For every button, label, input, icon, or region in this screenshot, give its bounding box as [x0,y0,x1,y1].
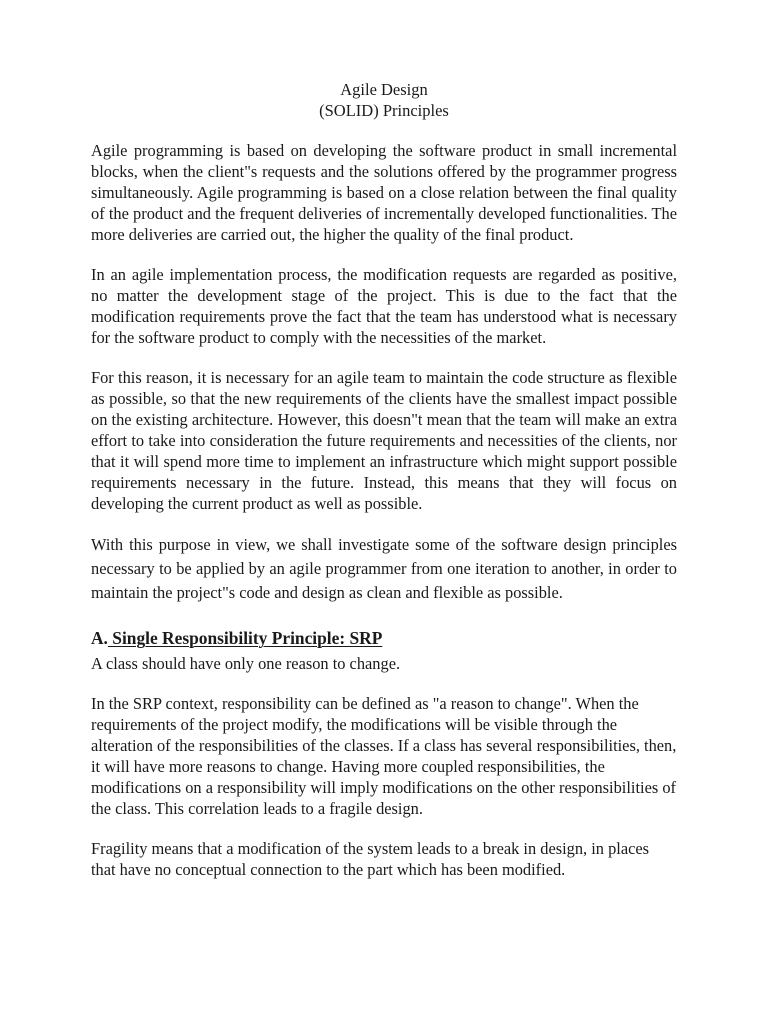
title-line-1: Agile Design [340,80,428,99]
section-subtitle: A class should have only one reason to change. [91,654,401,673]
document-title [91,79,677,121]
section-title: Single Responsibility Principle: SRP [107,628,383,648]
paragraph-modification-requests: In an agile implementation process, the modification requests are regarded as positive, no matter the development stage of the project. This is due to the fact that the modification requirements prove the fact that the team has understood what is necessary for the software product to comply with the necessities of the market. [91,265,677,347]
section-heading-srp [91,627,677,649]
section-prefix: A. [91,628,108,648]
document-page [91,79,677,880]
paragraph-flexible-structure: For this reason, it is necessary for an agile team to maintain the code structure as flexible as possible, so that the new requirements of the clients have the smallest impact possible on the existing architecture. However, this doesn"t mean that the team will make an extra effort to take into consideration the future requirements and necessities of the clients, nor that it will spend more time to implement an infrastructure which might support possible requirements necessary in the future. Instead, this means that they will focus on developing the current product as well as possible. [91,368,677,513]
paragraph-srp-context: In the SRP context, responsibility can be defined as "a reason to change". When the requirements of the project modify, the modifications will be visible through the alteration of the responsibilities of the classes. If a class has several responsibilities, then, it will have more reasons to change. Having more coupled responsibilities, the modifications on a responsibility will imply modifications on the other responsibilities of the class. This correlation leads to a fragile design. [91,694,677,818]
paragraph-fragility: Fragility means that a modification of the system leads to a break in design, in places that have no conceptual connection to the part which has been modified. [91,839,650,879]
paragraph-intro: Agile programming is based on developing the software product in small incremental blocks, when the client"s requests and the solutions offered by the programmer progress simultaneously. Agile programming is based on a close relation between the final quality of the product and the frequent deliveries of incrementally developed functionalities. The more deliveries are carried out, the higher the quality of the final product. [91,141,677,244]
paragraph-purpose: With this purpose in view, we shall investigate some of the software design principles necessary to be applied by an agile programmer from one iteration to another, in order to maintain the project"s code and design as clean and flexible as possible. [91,535,677,602]
title-line-2: (SOLID) Principles [319,101,449,120]
